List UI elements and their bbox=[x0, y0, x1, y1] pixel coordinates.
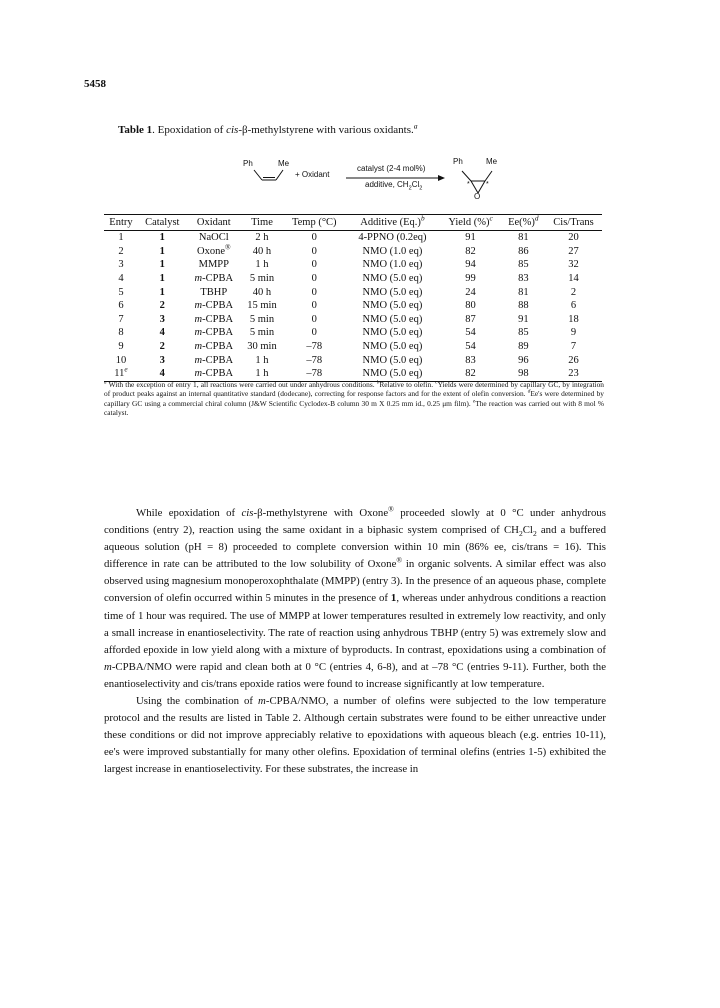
table-row bbox=[104, 285, 602, 299]
table-row bbox=[104, 231, 602, 245]
footnote-text: Yields were determined by capillary GC, by integration of product peaks against an internal quantitative standard (dodecane), correcting for response factors and for the extent of olefin conversion. bbox=[104, 380, 604, 399]
cell-catalyst: 4 bbox=[159, 327, 165, 339]
body-text bbox=[104, 505, 606, 779]
cell-ee: 81 bbox=[518, 232, 529, 244]
cell-temp: 0 bbox=[311, 327, 317, 339]
cell-ee: 88 bbox=[518, 300, 529, 312]
cell-yield: 54 bbox=[465, 327, 476, 339]
plus-oxidant-label: + Oxidant bbox=[295, 170, 330, 179]
cell-entry: 6 bbox=[118, 300, 124, 312]
cell-catalyst: 1 bbox=[159, 232, 165, 244]
footnote-text: Relative to olefin. bbox=[379, 380, 436, 389]
cell-temp: –78 bbox=[306, 341, 323, 353]
cell-oxidant: m-CPBA bbox=[194, 327, 234, 339]
header-catalyst: Catalyst bbox=[138, 215, 187, 231]
table-caption bbox=[118, 121, 418, 136]
table-row bbox=[104, 258, 602, 272]
header-time: Time bbox=[241, 215, 283, 231]
cell-temp: 0 bbox=[311, 259, 317, 271]
cell-cis-trans: 2 bbox=[570, 286, 577, 298]
cell-catalyst: 1 bbox=[159, 286, 165, 298]
cell-entry: 9 bbox=[118, 341, 124, 353]
cell-temp: 0 bbox=[311, 273, 317, 285]
cell-entry: 11e bbox=[104, 367, 138, 381]
cell-cis-trans: 20 bbox=[568, 232, 579, 244]
cell-oxidant: m-CPBA bbox=[194, 313, 234, 325]
cell-additive: NMO (5.0 eq) bbox=[362, 327, 423, 339]
cell-catalyst: 3 bbox=[159, 354, 165, 366]
table-row bbox=[104, 367, 602, 381]
cell-entry: 1 bbox=[118, 232, 124, 244]
cell-additive: NMO (5.0 eq) bbox=[362, 273, 423, 285]
cell-additive: NMO (5.0 eq) bbox=[362, 341, 423, 353]
cell-yield: 83 bbox=[465, 354, 476, 366]
footnote-mark: b bbox=[376, 379, 380, 386]
table-row bbox=[104, 340, 602, 354]
cell-temp: 0 bbox=[311, 232, 317, 244]
cell-oxidant: m-CPBA bbox=[194, 354, 234, 366]
cell-entry: 8 bbox=[118, 327, 124, 339]
footnote-text: Ee's were determined by capillary GC using a commercial chiral column (J&W Scientific Cyclodex-B column 30 m X 0.25 mm id., 0.25 μm film). bbox=[104, 389, 604, 408]
cell-additive: NMO (5.0 eq) bbox=[362, 354, 423, 366]
cell-catalyst: 1 bbox=[159, 273, 165, 285]
cell-ee: 85 bbox=[518, 259, 529, 271]
header-additive: Additive $(Eq.)^b$ bbox=[345, 215, 439, 231]
cell-ee: 86 bbox=[518, 245, 529, 257]
cell-time: 30 min bbox=[247, 341, 277, 353]
table-row bbox=[104, 353, 602, 367]
footnote-mark: e bbox=[472, 398, 476, 405]
cell-oxidant: m-CPBA bbox=[194, 273, 234, 285]
cell-additive: NMO (1.0 eq) bbox=[362, 245, 423, 257]
cell-cis-trans: 18 bbox=[568, 313, 579, 325]
table-row bbox=[104, 313, 602, 327]
cell-time: 5 min bbox=[249, 327, 275, 339]
cell-ee: 83 bbox=[518, 273, 529, 285]
cell-catalyst: 2 bbox=[159, 341, 165, 353]
cell-additive: NMO (1.0 eq) bbox=[362, 259, 423, 271]
product-phenyl-label: Ph bbox=[453, 157, 463, 166]
footnote-text: The reaction was carried out with 8 mol % catalyst. bbox=[104, 398, 604, 418]
footnote-mark: a bbox=[104, 379, 107, 386]
table-body bbox=[104, 231, 602, 382]
cell-entry: 3 bbox=[118, 259, 124, 271]
cell-yield: 82 bbox=[439, 367, 501, 381]
body-paragraph-2: Using the combination of m-CPBA/NMO, a number of olefins were subjected to the low temperature protocol and the results are listed in Table 2. Although certain substrates were found to be either unreactive under these conditions or did not improve appreciably relative to epoxidations with aqueous bleach (e.g. entries 10-11), ee's were improved substantially for many other olefins. Epoxidation of terminal olefins (entries 1-5) exhibited the largest increase in enantioselectivity. For these substrates, the increase in bbox=[104, 695, 606, 776]
cell-additive: NMO (5.0 eq) bbox=[362, 300, 423, 312]
cell-oxidant: m-CPBA bbox=[194, 300, 234, 312]
cell-entry: 7 bbox=[118, 313, 124, 325]
cell-temp: 0 bbox=[311, 286, 317, 298]
header-ee: Ee(%)$^d$ bbox=[502, 215, 546, 231]
cell-yield: 54 bbox=[465, 341, 476, 353]
cell-temp: –78 bbox=[283, 367, 345, 381]
cell-cis-trans: 9 bbox=[570, 327, 577, 339]
cell-catalyst: 4 bbox=[138, 367, 187, 381]
cell-time: 2 h bbox=[255, 232, 269, 244]
svg-text:*: * bbox=[467, 181, 470, 188]
header-cis-trans: Cis/Trans bbox=[545, 215, 602, 231]
body-paragraph-1: While epoxidation of cis-β-methylstyrene with Oxone® proceeded slowly at 0 °C under anhydrous conditions (entry 2), reaction using the same oxidant in a biphasic system comprised of $CH_2Cl_2$ and a buffered aqueous solution (pH = 8) proceeded to complete conversion within 10 min (86% ee, cis/trans = 16). This difference in rate can be attributed to the low solubility of Oxone® in organic solvents. A similar effect was also observed using magnesium monoperoxophthalate (MMPP) (entry 3). In the presence of an aqueous phase, complete conversion of olefin occurred within 5 minutes in the presence of 1, whereas under anhydrous conditions a reaction time of 1 hour was required. The use of MMPP at lower temperatures resulted in extremely low reactivity, and only a small increase in enantioselectivity. The rate of reaction using anhydrous TBHP (entry 5) was extremely slow and afforded epoxide in low yield along with a mixture of byproducts. In contrast, epoxidations using a combination of m-CPBA/NMO were rapid and clean both at 0 °C (entries 4, 6-8), and at –78 °C (entries 9-11). Further, both the enantioselectivity and cis/trans epoxide ratios were found to increase significantly at low temperature. bbox=[104, 504, 607, 690]
table-footnotes bbox=[104, 380, 604, 418]
cell-yield: 91 bbox=[465, 232, 476, 244]
cell-yield: 24 bbox=[465, 286, 476, 298]
product-oxygen-label: O bbox=[474, 192, 481, 201]
cell-time: 5 min bbox=[249, 273, 275, 285]
cell-time: 1 h bbox=[255, 259, 269, 271]
cell-additive: NMO (5.0 eq) bbox=[345, 367, 439, 381]
cell-ee: 91 bbox=[518, 313, 529, 325]
cell-entry: 2 bbox=[118, 245, 124, 257]
table-row bbox=[104, 299, 602, 313]
reactant-methyl-label: Me bbox=[278, 159, 290, 168]
cell-cis-trans: 32 bbox=[568, 259, 579, 271]
cell-oxidant: TBHP bbox=[200, 286, 228, 298]
cell-additive: NMO (5.0 eq) bbox=[362, 313, 423, 325]
arrow-bottom-label: additive, $CH_2Cl_2$ bbox=[365, 180, 423, 192]
cell-cis-trans: 7 bbox=[570, 341, 577, 353]
cell-time: 5 min bbox=[249, 313, 275, 325]
cell-temp: 0 bbox=[311, 245, 317, 257]
cell-yield: 82 bbox=[465, 245, 476, 257]
header-oxidant: Oxidant bbox=[187, 215, 241, 231]
footnote-mark: d bbox=[527, 388, 531, 395]
cell-oxidant: NaOCl bbox=[198, 232, 229, 244]
cell-entry: 5 bbox=[118, 286, 124, 298]
cell-time: 15 min bbox=[247, 300, 277, 312]
table-row bbox=[104, 245, 602, 259]
header-entry: Entry bbox=[104, 215, 138, 231]
cell-time: 40 h bbox=[252, 245, 272, 257]
footnote-mark: c bbox=[435, 379, 438, 386]
cell-catalyst: 3 bbox=[159, 313, 165, 325]
cell-cis-trans: 14 bbox=[568, 273, 579, 285]
table-row bbox=[104, 326, 602, 340]
table-label: Table 1 bbox=[118, 124, 153, 136]
footnote-text: With the exception of entry 1, all reactions were carried out under anhydrous conditions. bbox=[106, 380, 377, 389]
cell-temp: 0 bbox=[311, 313, 317, 325]
cell-catalyst: 1 bbox=[159, 245, 165, 257]
cell-cis-trans: 23 bbox=[545, 367, 602, 381]
cell-cis-trans: 27 bbox=[568, 245, 579, 257]
cell-time: 1 h bbox=[241, 367, 283, 381]
cell-oxidant: m-CPBA bbox=[187, 367, 241, 381]
cell-yield: 94 bbox=[465, 259, 476, 271]
cell-ee: 89 bbox=[518, 341, 529, 353]
results-table bbox=[104, 214, 602, 382]
page-number: 5458 bbox=[84, 78, 106, 90]
cell-catalyst: 1 bbox=[159, 259, 165, 271]
cell-ee: 85 bbox=[518, 327, 529, 339]
svg-text:*: * bbox=[486, 181, 489, 188]
cell-entry: 10 bbox=[115, 354, 127, 366]
table-row bbox=[104, 272, 602, 286]
cell-entry: 4 bbox=[118, 273, 124, 285]
cell-temp: –78 bbox=[306, 354, 323, 366]
cell-oxidant: m-CPBA bbox=[194, 341, 234, 353]
cell-additive: 4-PPNO (0.2eq) bbox=[358, 232, 427, 244]
cell-ee: 81 bbox=[518, 286, 529, 298]
cell-cis-trans: 26 bbox=[568, 354, 579, 366]
cell-additive: NMO (5.0 eq) bbox=[362, 286, 423, 298]
table-header-row bbox=[104, 215, 602, 231]
cell-time: 1 h bbox=[255, 354, 269, 366]
product-methyl-label: Me bbox=[486, 157, 498, 166]
header-temp: Temp (°C) bbox=[283, 215, 345, 231]
cell-cis-trans: 6 bbox=[570, 300, 577, 312]
cell-yield: 99 bbox=[465, 273, 476, 285]
cell-catalyst: 2 bbox=[159, 300, 165, 312]
reaction-scheme bbox=[0, 150, 720, 210]
caption-footnote-mark: a bbox=[413, 121, 418, 131]
cell-yield: 80 bbox=[465, 300, 476, 312]
reaction-scheme-drawing bbox=[0, 150, 720, 210]
cell-temp: 0 bbox=[311, 300, 317, 312]
cell-ee: 96 bbox=[518, 354, 529, 366]
reactant-phenyl-label: Ph bbox=[243, 159, 253, 168]
cell-oxidant: Oxone® bbox=[196, 242, 231, 257]
cell-time: 40 h bbox=[252, 286, 272, 298]
cell-yield: 87 bbox=[465, 313, 476, 325]
header-yield: Yield (%)$^c$ bbox=[439, 215, 501, 231]
arrow-top-label: catalyst (2-4 mol%) bbox=[357, 164, 426, 173]
cell-ee: 98 bbox=[502, 367, 546, 381]
table-caption-text: . Epoxidation of cis-β-methylstyrene with various oxidants. bbox=[152, 124, 414, 136]
cell-oxidant: MMPP bbox=[198, 259, 229, 271]
